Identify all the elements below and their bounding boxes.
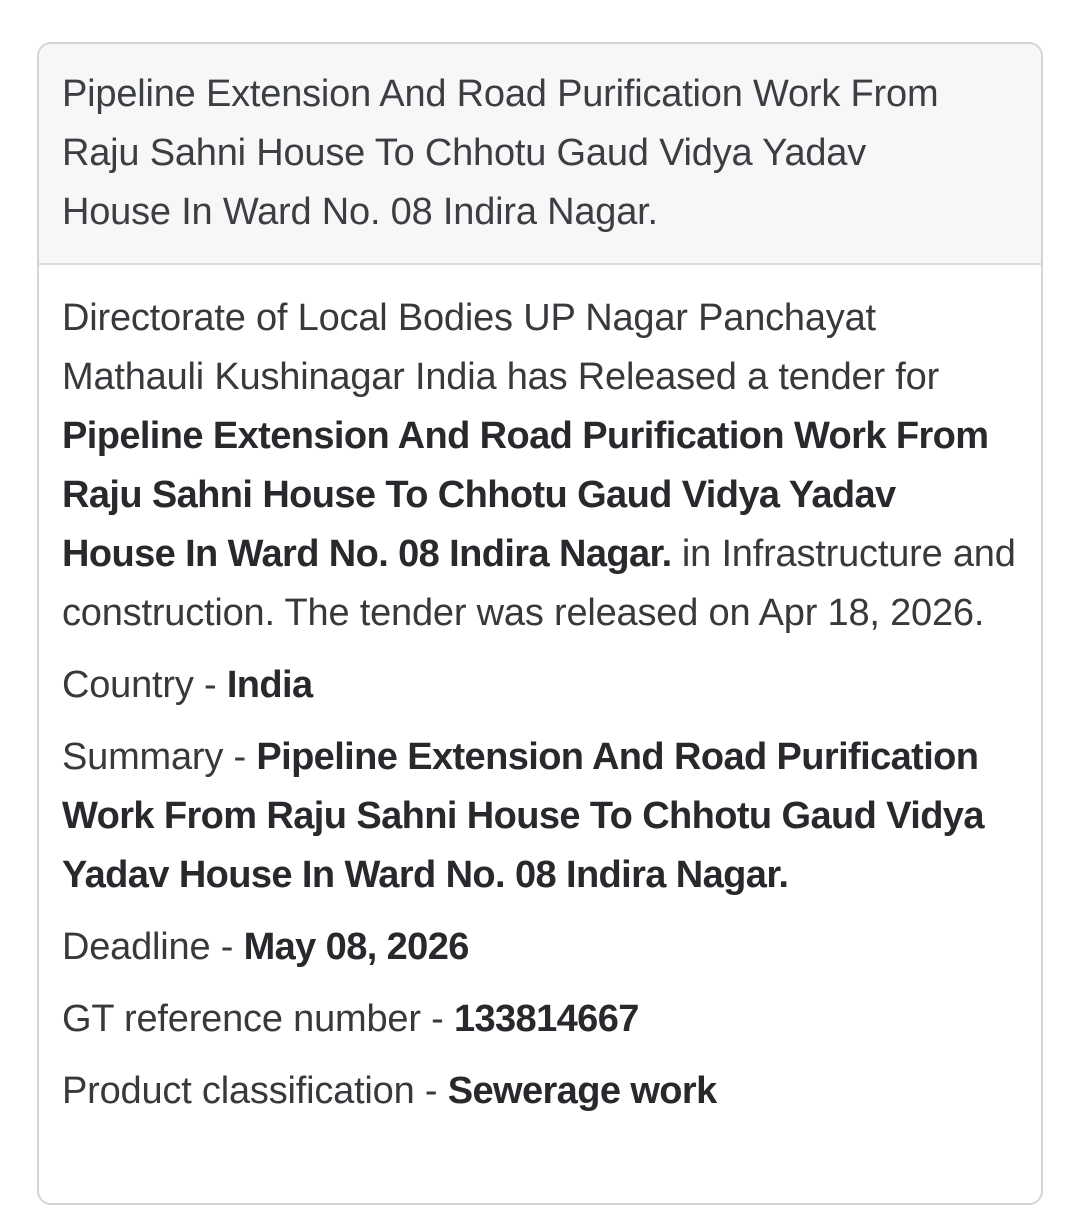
field-value: Sewerage work bbox=[447, 1070, 717, 1112]
field-row-country bbox=[62, 656, 1018, 715]
description-outro-text: in Infrastructure and construction. The tender was released on Apr 18, 2026. bbox=[62, 533, 1016, 634]
field-value: Pipeline Extension And Road Purification Work From Raju Sahni House To Chhotu Gaud Vidya Yadav House In Ward No. 08 Indira Nagar. bbox=[62, 736, 984, 896]
description-tender-name: Pipeline Extension And Road Purification Work From Raju Sahni House To Chhotu Gaud Vidya Yadav House In Ward No. 08 Indira Nagar. bbox=[62, 415, 989, 575]
field-row-summary bbox=[62, 728, 1018, 905]
description-intro-text: Directorate of Local Bodies UP Nagar Panchayat Mathauli Kushinagar India has Released a tender for bbox=[62, 297, 940, 398]
field-label: Country - bbox=[62, 664, 227, 706]
field-label: GT reference number - bbox=[62, 998, 454, 1040]
tender-card bbox=[37, 42, 1043, 1205]
tender-details bbox=[39, 265, 1041, 1145]
field-value: 133814667 bbox=[453, 998, 639, 1040]
tender-title-header bbox=[39, 44, 1041, 265]
field-row-gt-reference bbox=[62, 990, 1018, 1049]
field-value: May 08, 2026 bbox=[243, 926, 469, 968]
field-label: Product classification - bbox=[62, 1070, 448, 1112]
field-label: Deadline - bbox=[62, 926, 244, 968]
field-row-deadline bbox=[62, 918, 1018, 977]
tender-title: Pipeline Extension And Road Purification Work From Raju Sahni House To Chhotu Gaud Vidya Yadav House In Ward No. 08 Indira Nagar. bbox=[62, 73, 939, 233]
field-label: Summary - bbox=[62, 736, 257, 778]
field-value: India bbox=[226, 664, 313, 706]
field-row-product-classification bbox=[62, 1062, 1018, 1121]
tender-description bbox=[62, 289, 1018, 643]
